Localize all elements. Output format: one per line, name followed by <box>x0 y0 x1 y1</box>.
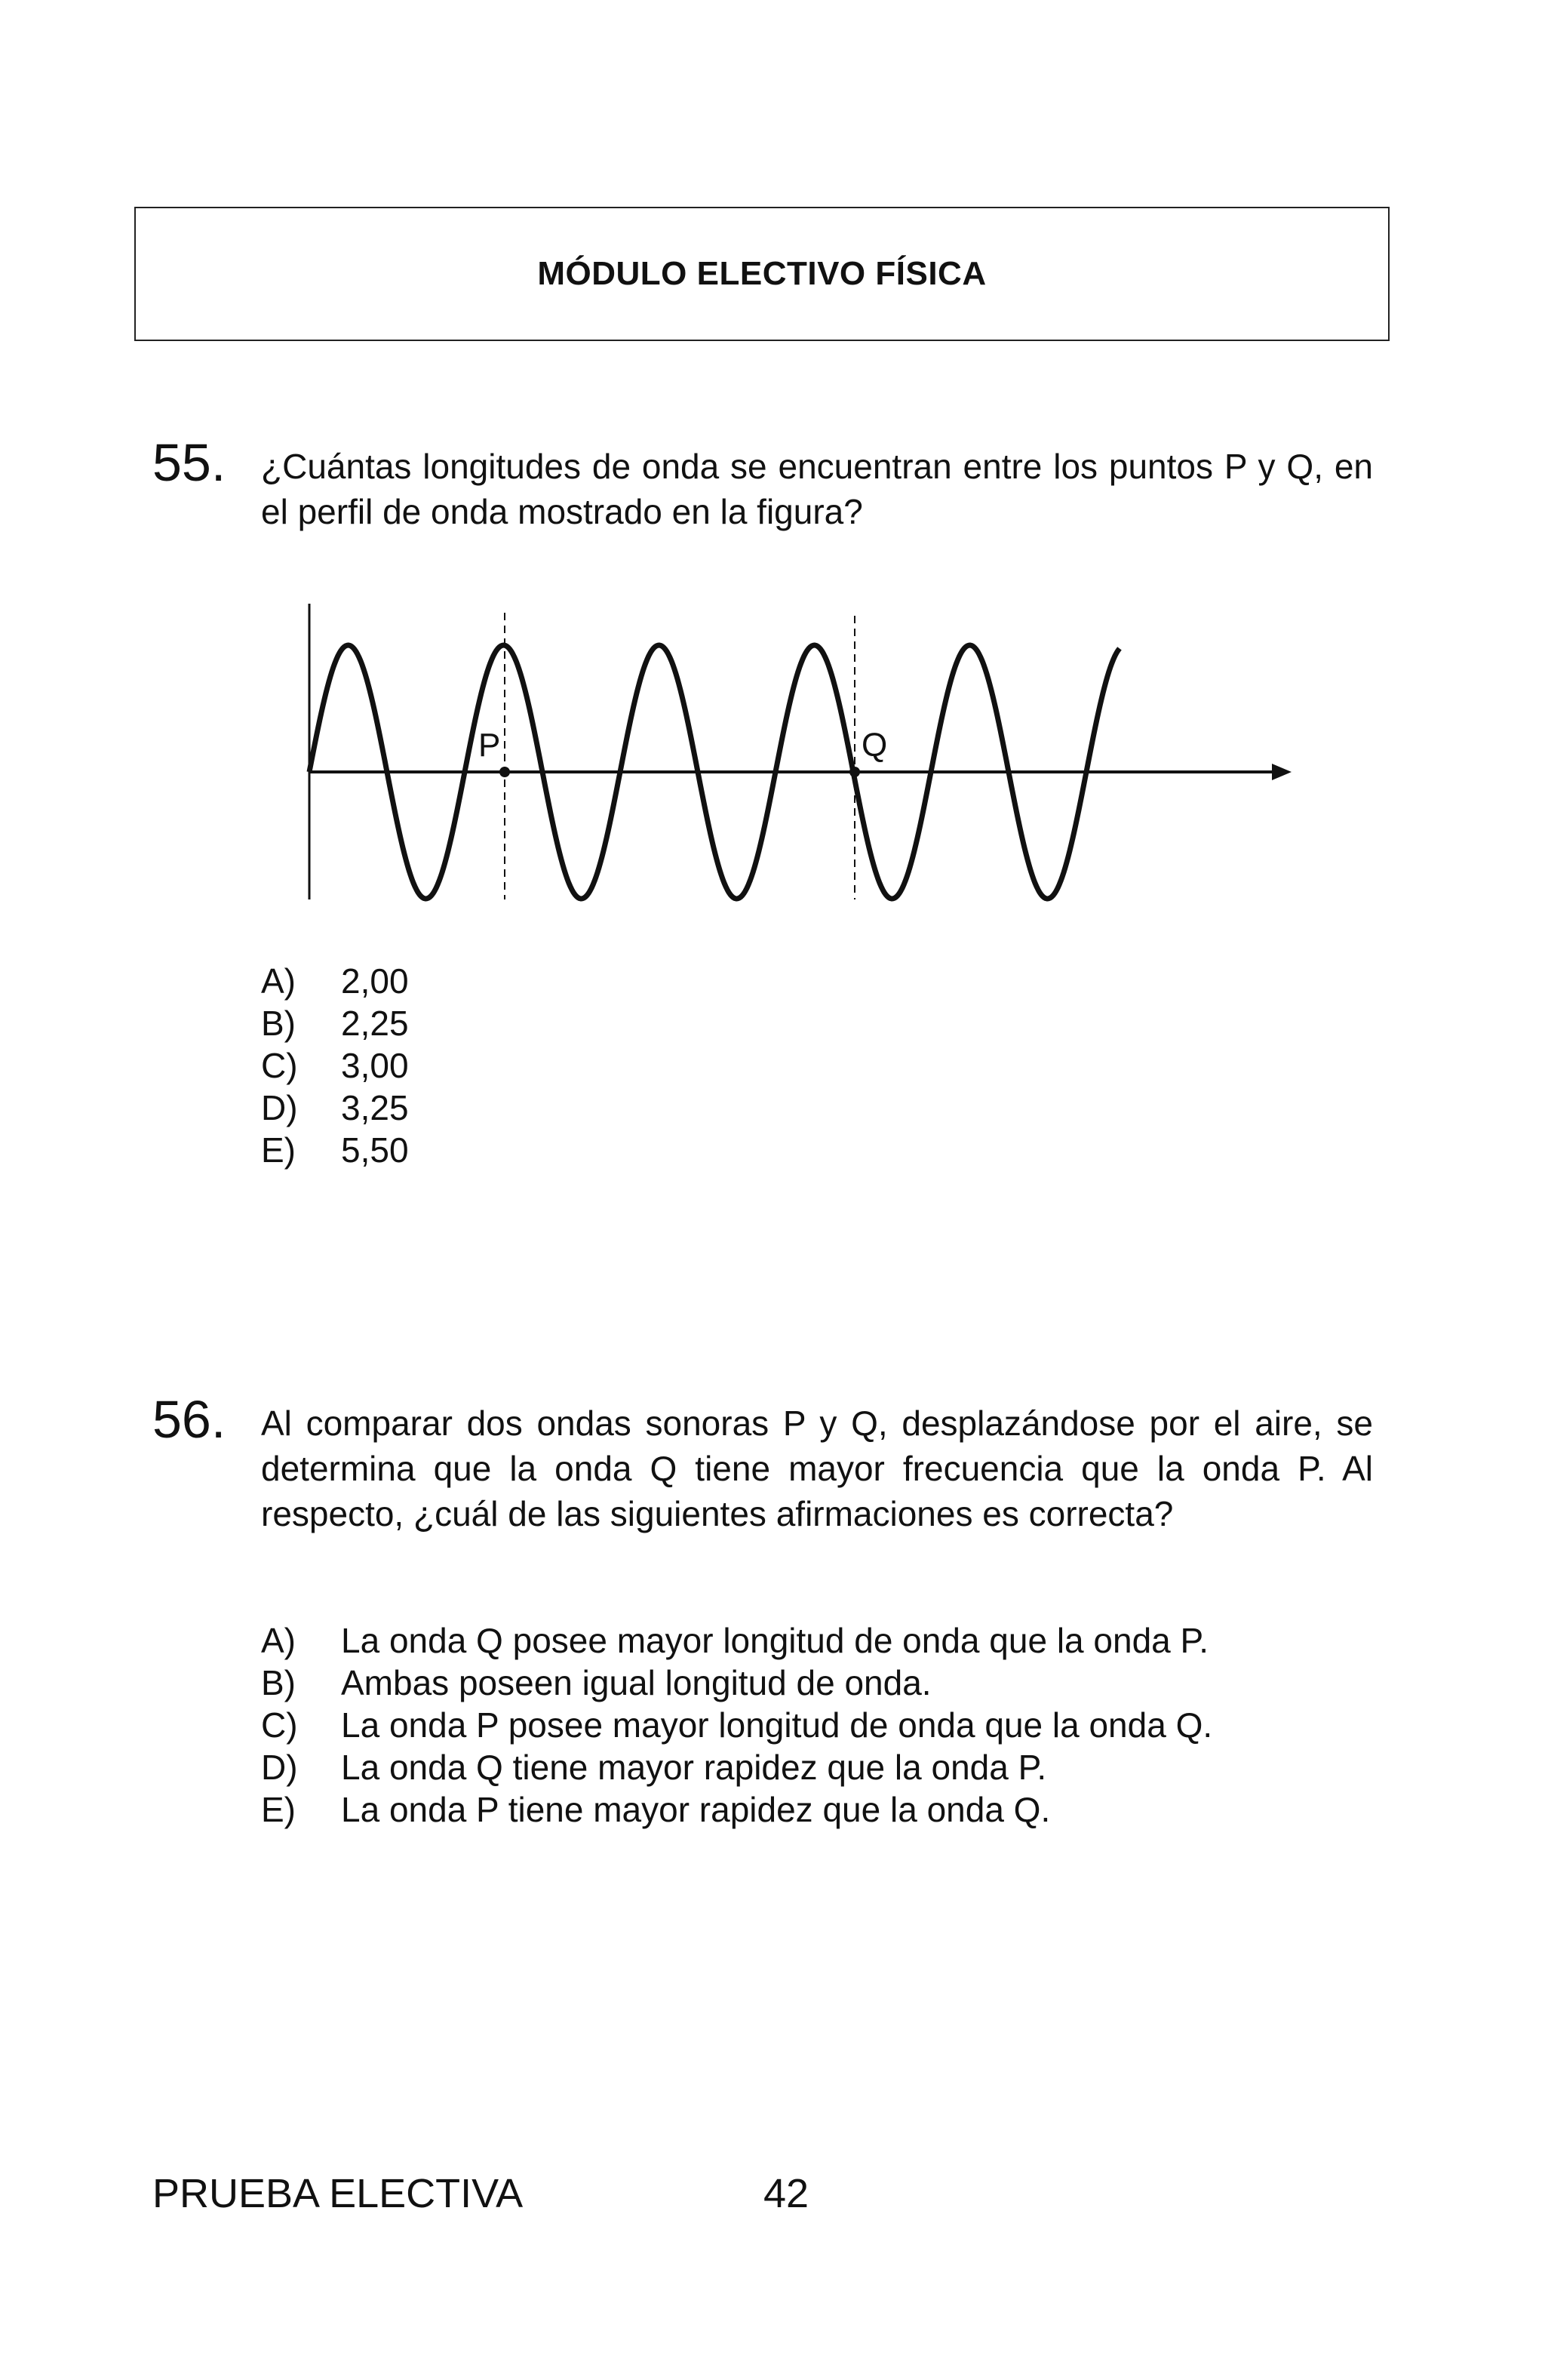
question-56-options <box>261 1619 1212 1831</box>
option-letter: B) <box>261 1004 296 1043</box>
footer-label: PRUEBA ELECTIVA <box>152 2171 524 2216</box>
option-b <box>261 1662 1212 1704</box>
option-text: Ambas poseen igual longitud de onda. <box>341 1663 932 1702</box>
option-c <box>261 1704 1212 1746</box>
option-e <box>261 1788 1212 1831</box>
option-text: 2,25 <box>341 1004 409 1043</box>
option-letter: D) <box>261 1748 298 1787</box>
option-letter: A) <box>261 961 296 1001</box>
option-letter: E) <box>261 1130 296 1170</box>
option-letter: C) <box>261 1046 298 1085</box>
header-box <box>134 207 1390 341</box>
option-letter: C) <box>261 1705 298 1745</box>
option-d <box>261 1746 1212 1788</box>
question-55-number: 55. <box>152 433 226 492</box>
page-title: MÓDULO ELECTIVO FÍSICA <box>537 255 987 292</box>
page-number: 42 <box>763 2171 809 2216</box>
question-55-text: ¿Cuántas longitudes de onda se encuentran entre los puntos P y Q, en el perfil de onda mostrado en la figura? <box>261 447 1373 531</box>
point-p-label: P <box>478 727 501 764</box>
option-letter: D) <box>261 1088 298 1127</box>
option-text: La onda P posee mayor longitud de onda que la onda Q. <box>341 1705 1213 1745</box>
option-letter: A) <box>261 1621 296 1660</box>
option-a <box>261 1619 1212 1662</box>
option-text: La onda Q posee mayor longitud de onda que la onda P. <box>341 1621 1209 1660</box>
option-letter: B) <box>261 1663 296 1702</box>
option-e <box>261 1129 409 1171</box>
option-text: 5,50 <box>341 1130 409 1170</box>
question-56-text: Al comparar dos ondas sonoras P y Q, desplazándose por el aire, se determina que la onda Q tiene mayor frecuencia que la onda P. Al respecto, ¿cuál de las siguientes afirmaciones es correcta? <box>261 1404 1373 1533</box>
option-d <box>261 1087 409 1129</box>
point-p-dot <box>499 767 510 777</box>
question-56-number: 56. <box>152 1390 226 1449</box>
point-q-dot <box>849 767 860 777</box>
option-text: 2,00 <box>341 961 409 1001</box>
option-text: La onda P tiene mayor rapidez que la onda Q. <box>341 1790 1051 1829</box>
option-a <box>261 960 409 1002</box>
x-axis-arrowhead <box>1272 764 1292 780</box>
option-b <box>261 1002 409 1044</box>
option-text: 3,00 <box>341 1046 409 1085</box>
option-text: La onda Q tiene mayor rapidez que la onda P. <box>341 1748 1047 1787</box>
question-55-options <box>261 960 409 1171</box>
option-text: 3,25 <box>341 1088 409 1127</box>
option-letter: E) <box>261 1790 296 1829</box>
option-c <box>261 1044 409 1087</box>
wave-profile-figure <box>294 589 1305 913</box>
point-q-label: Q <box>862 727 888 764</box>
